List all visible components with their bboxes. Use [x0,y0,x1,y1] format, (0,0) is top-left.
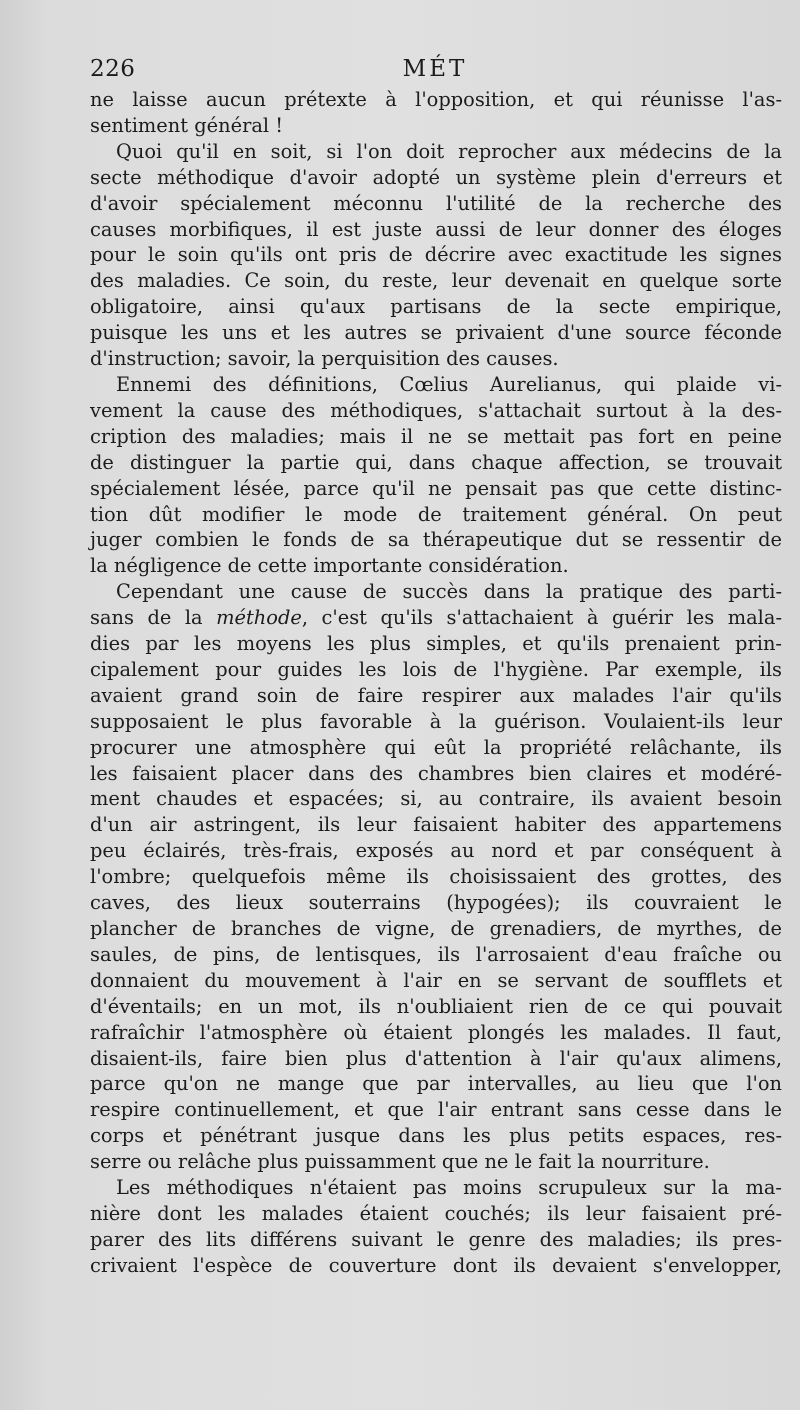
text-line: dies par les moyens les plus simples, et qu'ils prenaient prin- [90,632,782,656]
text-line: puisque les uns et les autres se privaient d'une source féconde [90,321,782,345]
text-line: tion dût modifier le mode de traitement général. On peut [90,502,782,526]
text-line: saules, de pins, de lentisques, ils l'arrosaient d'eau fraîche ou [90,942,782,966]
text-line: parce qu'on ne mange que par intervalles, au lieu que l'on [90,1072,782,1096]
text-line: disaient-ils, faire bien plus d'attention à l'air qu'aux alimens, [90,1046,782,1070]
text-line: respire continuellement, et que l'air entrant sans cesse dans le [90,1098,782,1122]
text-line: ne laisse aucun prétexte à l'opposition, et qui réunisse l'as- [90,88,782,111]
running-head: MÉT [402,56,468,82]
text-line: pour le soin qu'ils ont pris de décrire avec exactitude les signes [90,243,782,267]
page-header [90,56,780,88]
text-line: Les méthodiques n'étaient pas moins scrupuleux sur la ma- [116,1176,782,1200]
text-line: caves, des lieux souterrains (hypogées); ils couvraient le [90,891,782,915]
text-line: donnaient du mouvement à l'air en se servant de soufflets et [90,968,782,992]
text-line: d'éventails; en un mot, ils n'oubliaient rien de ce qui pouvait [90,994,782,1018]
text-line: de distinguer la partie qui, dans chaque affection, se trouvait [90,450,782,474]
paragraph [90,372,782,579]
text-line: d'un air astringent, ils leur faisaient habiter des appartemens [90,813,782,837]
text-line: ment chaudes et espacées; si, au contraire, ils avaient besoin [90,787,782,811]
text-line: juger combien le fonds de sa thérapeutique dut se ressentir de [90,528,782,552]
text-line: supposaient le plus favorable à la guérison. Voulaient-ils leur [90,709,782,733]
text-line: Ennemi des définitions, Cœlius Aurelianus, qui plaide vi- [116,372,782,396]
text-line: les faisaient placer dans des chambres bien claires et modéré- [90,761,782,785]
text-line: crivaient l'espèce de couverture dont ils devaient s'envelopper, [90,1253,782,1277]
text-line: sentiment général ! [90,113,284,137]
text-line: cription des maladies; mais il ne se mettait pas fort en peine [90,424,782,448]
text-line: spécialement lésée, parce qu'il ne pensait pas que cette distinc- [90,476,782,500]
text-line: obligatoire, ainsi qu'aux partisans de la secte empirique, [90,295,782,319]
paragraph [90,579,782,1175]
text-line: causes morbifiques, il est juste aussi de leur donner des éloges [90,217,782,241]
text-line: secte méthodique d'avoir adopté un système plein d'erreurs et [90,165,782,189]
text-line: nière dont les malades étaient couchés; ils leur faisaient pré- [90,1201,782,1225]
text-line: l'ombre; quelquefois même ils choisissaient des grottes, des [90,865,782,889]
paragraph [90,87,782,139]
text-line: la négligence de cette importante considération. [90,554,569,578]
page-number: 226 [90,56,136,82]
text-line: serre ou relâche plus puissamment que ne le fait la nourriture. [90,1150,710,1174]
text-line: d'instruction; savoir, la perquisition des causes. [90,347,559,371]
text-line: des maladies. Ce soin, du reste, leur devenait en quelque sorte [90,269,782,293]
text-line: plancher de branches de vigne, de grenadiers, de myrthes, de [90,917,782,940]
text-line: cipalement pour guides les lois de l'hygiène. Par exemple, ils [90,657,782,681]
text-line: sans de la méthode, c'est qu'ils s'attachaient à guérir les mala- [90,606,783,630]
text-line: d'avoir spécialement méconnu l'utilité de la recherche des [90,191,782,215]
text-line: procurer une atmosphère qui eût la propriété relâchante, ils [90,735,782,759]
text-line: vement la cause des méthodiques, s'attachait surtout à la des- [90,398,782,422]
text-line: peu éclairés, très-frais, exposés au nord et par conséquent à [90,839,782,863]
text-line: Quoi qu'il en soit, si l'on doit reprocher aux médecins de la [116,139,782,163]
italic-term: méthode [216,606,302,630]
text-line: parer des lits différens suivant le genre des maladies; ils pres- [90,1227,782,1251]
paragraph [90,1175,782,1279]
text-line: corps et pénétrant jusque dans les plus petits espaces, res- [90,1124,782,1148]
text-line: rafraîchir l'atmosphère où étaient plongés les malades. Il faut, [90,1020,782,1044]
text-line: Cependant une cause de succès dans la pratique des parti- [116,580,782,604]
paragraph [90,139,782,372]
body-text [90,87,782,1279]
text-line: avaient grand soin de faire respirer aux malades l'air qu'ils [90,683,782,707]
